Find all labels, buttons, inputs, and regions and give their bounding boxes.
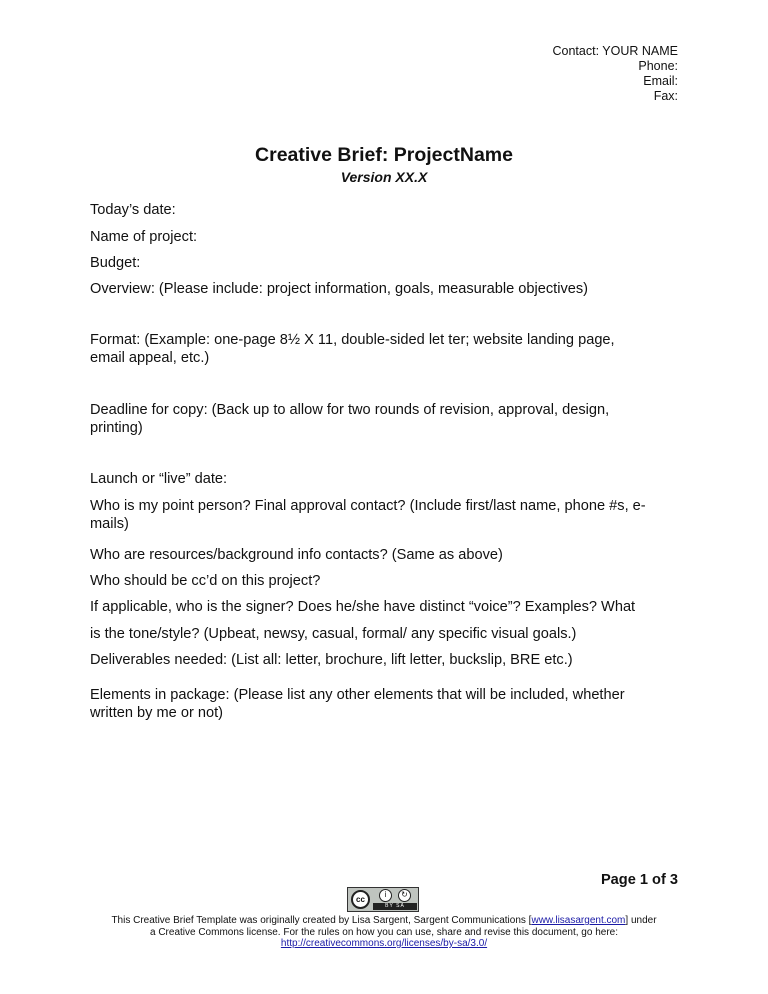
author-website-link[interactable]: www.lisasargent.com — [531, 915, 626, 926]
footer-line-1 — [0, 915, 768, 927]
contact-email: Email: — [643, 74, 678, 88]
page-number: Page 1 of 3 — [600, 872, 678, 888]
contact-fax: Fax: — [653, 89, 678, 103]
attribution-icon: i — [379, 889, 392, 902]
creative-commons-badge — [347, 887, 419, 912]
field-point-person-line-1: Who is my point person? Final approval contact? (Include first/last name, phone #s, e- — [90, 498, 646, 514]
footer-line-3 — [0, 938, 768, 950]
field-ccd: Who should be cc’d on this project? — [90, 573, 321, 589]
license-type-label: BY SA — [373, 903, 417, 910]
document-title: Creative Brief: ProjectName — [255, 144, 513, 166]
field-budget: Budget: — [90, 255, 141, 271]
contact-phone: Phone: — [638, 59, 678, 73]
field-elements-line-2: written by me or not) — [90, 705, 224, 721]
field-point-person — [90, 497, 670, 533]
footer-line-1-suffix: ] under — [625, 915, 657, 926]
field-elements — [90, 686, 670, 722]
field-elements-line-1: Elements in package: (Please list any other elements that will be included, whether — [90, 687, 625, 703]
field-overview: Overview: (Please include: project information, goals, measurable objectives) — [90, 281, 589, 297]
cc-logo-icon: cc — [351, 890, 370, 909]
field-deadline-line-1: Deadline for copy: (Back up to allow for two rounds of revision, approval, design, — [90, 402, 610, 418]
share-alike-icon: ↻ — [398, 889, 411, 902]
field-signer-line-2: is the tone/style? (Upbeat, newsy, casual, formal/ any specific visual goals.) — [90, 626, 577, 642]
contact-name: Contact: YOUR NAME — [552, 44, 678, 58]
footer-line-2: a Creative Commons license. For the rules on how you can use, share and revise this document, go here: — [149, 926, 619, 938]
field-launch-date: Launch or “live” date: — [90, 471, 228, 487]
field-todays-date: Today’s date: — [90, 202, 176, 218]
field-project-name: Name of project: — [90, 229, 198, 245]
field-format-line-2: email appeal, etc.) — [90, 350, 210, 366]
field-deadline — [90, 401, 670, 437]
license-footer — [0, 915, 768, 950]
field-resources: Who are resources/background info contacts? (Same as above) — [90, 547, 503, 563]
footer-line-1-prefix: This Creative Brief Template was originally created by Lisa Sargent, Sargent Communications [ — [111, 915, 532, 926]
field-deliverables: Deliverables needed: (List all: letter, brochure, lift letter, buckslip, BRE etc.) — [90, 652, 573, 668]
field-point-person-line-2: mails) — [90, 516, 129, 532]
contact-block — [552, 44, 678, 104]
document-version: Version XX.X — [340, 169, 428, 185]
title-block — [0, 143, 768, 186]
field-format — [90, 331, 670, 367]
field-signer-line-1: If applicable, who is the signer? Does he/she have distinct “voice”? Examples? What — [90, 599, 636, 615]
field-format-line-1: Format: (Example: one-page 8½ X 11, double-sided let ter; website landing page, — [90, 332, 615, 348]
field-deadline-line-2: printing) — [90, 420, 143, 436]
license-link[interactable]: http://creativecommons.org/licenses/by-sa/3.0/ — [280, 938, 488, 949]
